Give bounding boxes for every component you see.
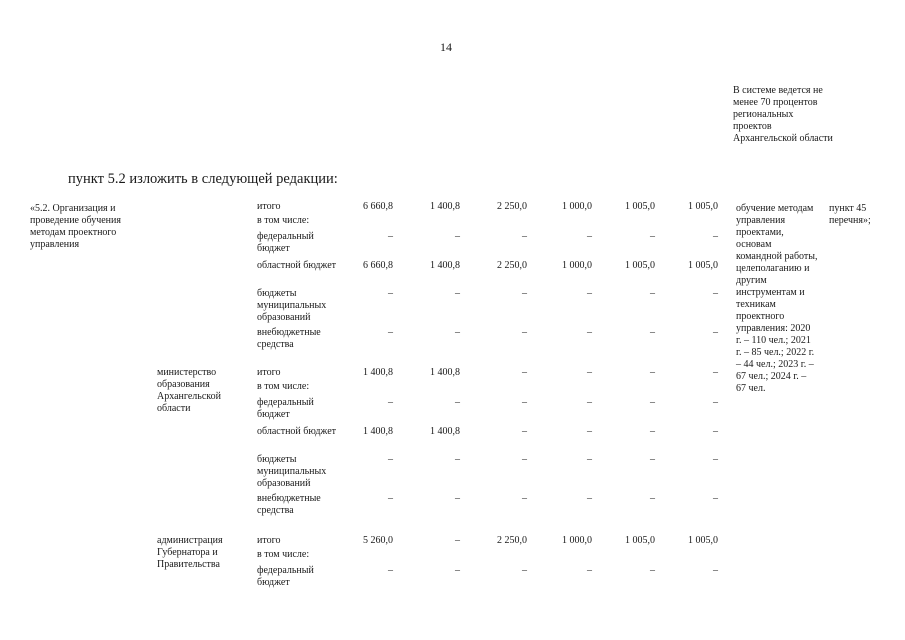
top-note: В системе ведется не менее 70 процентов региональных проектов Архангельской области	[733, 85, 833, 144]
amount-cell: –	[650, 231, 655, 242]
amount-cell: –	[388, 288, 393, 299]
amount-cell: –	[388, 397, 393, 408]
row-label: в том числе:	[257, 549, 310, 560]
amount-cell: –	[522, 397, 527, 408]
amount-cell: 1 400,8	[430, 426, 460, 437]
amount-cell: –	[522, 288, 527, 299]
amount-cell: 1 400,8	[363, 367, 393, 378]
amount-cell: 1 000,0	[562, 201, 592, 212]
amount-cell: –	[650, 493, 655, 504]
row-label: итого	[257, 201, 281, 212]
amount-cell: –	[587, 493, 592, 504]
amount-cell: –	[455, 454, 460, 465]
amount-cell: –	[522, 231, 527, 242]
amount-cell: 1 400,8	[363, 426, 393, 437]
row-label: итого	[257, 535, 281, 546]
amount-cell: 1 000,0	[562, 535, 592, 546]
section-heading: пункт 5.2 изложить в следующей редакции:	[68, 171, 338, 187]
amount-cell: –	[650, 327, 655, 338]
reference-note: пункт 45 перечня»;	[829, 203, 871, 226]
amount-cell: 5 260,0	[363, 535, 393, 546]
amount-cell: –	[713, 231, 718, 242]
amount-cell: –	[650, 288, 655, 299]
amount-cell: –	[587, 454, 592, 465]
amount-cell: –	[455, 493, 460, 504]
result-description: обучение методам управления проектами, основам командной работы, целеполаганию и другим инструментам и техникам проектного управления: 2020 г. – 110 чел.; 2021 г. – 85 чел.; 2022 г. – 44 чел.; 2023 г. – 67 чел.; 2024 г. – 67 чел.	[736, 203, 818, 394]
row-label: итого	[257, 367, 281, 378]
amount-cell: –	[587, 327, 592, 338]
amount-cell: –	[455, 288, 460, 299]
amount-cell: –	[650, 565, 655, 576]
amount-cell: –	[388, 327, 393, 338]
amount-cell: –	[388, 231, 393, 242]
row-label: в том числе:	[257, 381, 310, 392]
page-number: 14	[440, 40, 452, 54]
amount-cell: –	[522, 327, 527, 338]
amount-cell: –	[455, 535, 460, 546]
row-label: внебюджетные средства	[257, 327, 321, 350]
amount-cell: 6 660,8	[363, 201, 393, 212]
row-label: бюджеты муниципальных образований	[257, 288, 327, 323]
row-label: федеральный бюджет	[257, 565, 314, 588]
amount-cell: 1 005,0	[625, 535, 655, 546]
amount-cell: 1 005,0	[625, 201, 655, 212]
amount-cell: 2 250,0	[497, 535, 527, 546]
amount-cell: 1 005,0	[688, 260, 718, 271]
row-label: в том числе:	[257, 215, 310, 226]
organization-name: администрация Губернатора и Правительства	[157, 535, 223, 570]
amount-cell: 1 000,0	[562, 260, 592, 271]
row-label: федеральный бюджет	[257, 397, 314, 420]
amount-cell: –	[388, 565, 393, 576]
amount-cell: 2 250,0	[497, 260, 527, 271]
amount-cell: –	[388, 493, 393, 504]
amount-cell: –	[587, 367, 592, 378]
amount-cell: –	[650, 454, 655, 465]
row-label: областной бюджет	[257, 426, 337, 437]
organization-name: министерство образования Архангельской области	[157, 367, 221, 414]
amount-cell: –	[522, 367, 527, 378]
amount-cell: –	[587, 231, 592, 242]
amount-cell: 2 250,0	[497, 201, 527, 212]
row-label: бюджеты муниципальных образований	[257, 454, 327, 489]
amount-cell: –	[587, 565, 592, 576]
item-title: «5.2. Организация и проведение обучения методам проектного управления	[30, 203, 121, 250]
row-label: областной бюджет	[257, 260, 337, 271]
amount-cell: –	[455, 565, 460, 576]
amount-cell: 1 400,8	[430, 201, 460, 212]
amount-cell: 1 005,0	[688, 535, 718, 546]
amount-cell: 1 400,8	[430, 367, 460, 378]
amount-cell: –	[522, 493, 527, 504]
amount-cell: –	[650, 426, 655, 437]
amount-cell: –	[388, 454, 393, 465]
row-label: внебюджетные средства	[257, 493, 321, 516]
amount-cell: –	[455, 231, 460, 242]
amount-cell: –	[650, 397, 655, 408]
amount-cell: –	[587, 426, 592, 437]
amount-cell: 1 400,8	[430, 260, 460, 271]
amount-cell: 1 005,0	[625, 260, 655, 271]
amount-cell: –	[713, 397, 718, 408]
amount-cell: –	[713, 367, 718, 378]
amount-cell: –	[713, 565, 718, 576]
amount-cell: 1 005,0	[688, 201, 718, 212]
amount-cell: –	[455, 327, 460, 338]
amount-cell: –	[522, 426, 527, 437]
row-label: федеральный бюджет	[257, 231, 314, 254]
amount-cell: –	[587, 397, 592, 408]
amount-cell: –	[587, 288, 592, 299]
amount-cell: –	[713, 493, 718, 504]
amount-cell: 6 660,8	[363, 260, 393, 271]
amount-cell: –	[522, 565, 527, 576]
amount-cell: –	[713, 426, 718, 437]
amount-cell: –	[713, 327, 718, 338]
amount-cell: –	[713, 454, 718, 465]
amount-cell: –	[713, 288, 718, 299]
amount-cell: –	[455, 397, 460, 408]
amount-cell: –	[522, 454, 527, 465]
amount-cell: –	[650, 367, 655, 378]
